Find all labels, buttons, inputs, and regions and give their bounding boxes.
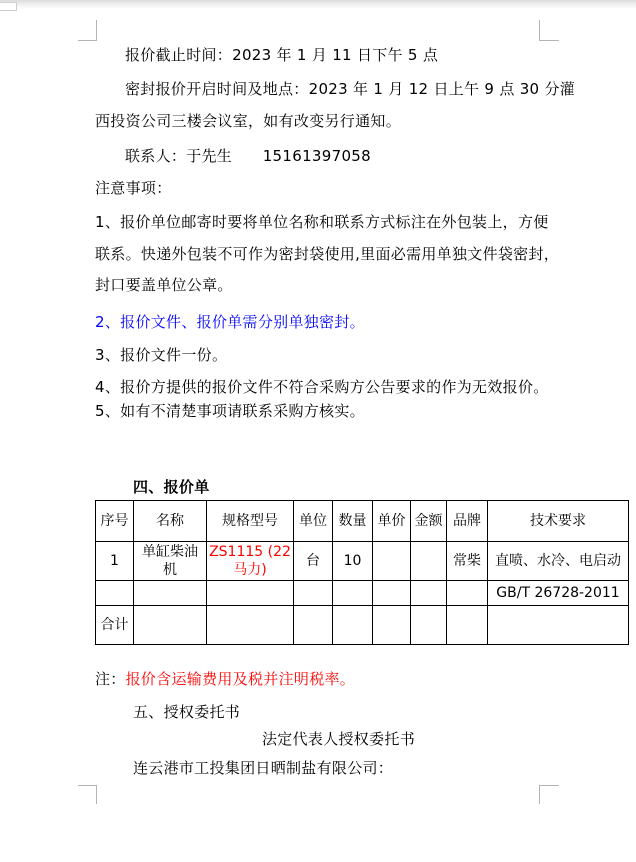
line-opening-1: 密封报价开启时间及地点：2023 年 1 月 12 日上午 9 点 30 分灌 xyxy=(125,80,576,98)
section4-title: 四、报价单 xyxy=(133,478,210,496)
cell-brand: 常柴 xyxy=(447,542,488,581)
line-note1-1: 1、报价单位邮寄时要将单位名称和联系方式标注在外包装上，方便 xyxy=(95,213,549,231)
cell-price xyxy=(373,606,411,645)
quote-table-header-row xyxy=(96,501,629,542)
col-header-index: 序号 xyxy=(96,501,134,542)
cell-brand xyxy=(447,581,488,606)
line-note4: 4、报价方提供的报价文件不符合采购方公告要求的作为无效报价。 xyxy=(95,378,549,396)
cell-name: 单缸柴油机 xyxy=(134,542,207,581)
table-row xyxy=(96,581,629,606)
footnote-red-text: 报价含运输费用及税并注明税率。 xyxy=(125,670,356,688)
line-footnote xyxy=(95,671,355,688)
cell-price xyxy=(373,542,411,581)
line-note1-2: 联系。快递外包装不可作为密封袋使用,里面必需用单独文件袋密封， xyxy=(95,245,560,263)
line-note3: 3、报价文件一份。 xyxy=(95,346,228,364)
line-company: 连云港市工投集团日晒制盐有限公司： xyxy=(133,759,394,777)
cell-tech: 直喷、水冷、电启动 xyxy=(488,542,629,581)
page-top-edge xyxy=(0,0,636,9)
cell-amount xyxy=(411,542,447,581)
cell-name xyxy=(134,581,207,606)
footnote-prefix: 注： xyxy=(95,670,126,688)
line-note1-3: 封口要盖单位公章。 xyxy=(95,276,233,294)
cell-qty xyxy=(333,581,373,606)
col-header-unit: 单位 xyxy=(294,501,333,542)
col-header-brand: 品牌 xyxy=(447,501,488,542)
quote-table xyxy=(95,500,629,645)
col-header-spec: 规格型号 xyxy=(207,501,294,542)
cell-qty xyxy=(333,606,373,645)
col-header-name: 名称 xyxy=(134,501,207,542)
poa-title: 法定代表人授权委托书 xyxy=(262,730,416,748)
col-header-price: 单价 xyxy=(373,501,411,542)
line-note2: 2、报价文件、报价单需分别单独密封。 xyxy=(95,313,365,331)
margin-mark-bottom-left xyxy=(78,785,97,804)
line-contact: 联系人：于先生 15161397058 xyxy=(125,147,371,165)
margin-mark-bottom-right xyxy=(539,785,559,804)
page-edge-fragment xyxy=(0,2,17,11)
cell-index: 1 xyxy=(96,542,134,581)
cell-tech-standard: GB/T 26728-2011 xyxy=(488,581,629,606)
line-note5: 5、如有不清楚事项请联系采购方核实。 xyxy=(95,402,365,420)
cell-spec xyxy=(207,606,294,645)
line-opening-2: 西投资公司三楼会议室，如有改变另行通知。 xyxy=(95,112,402,130)
table-row xyxy=(96,606,629,645)
margin-mark-top-right xyxy=(539,20,559,41)
cell-brand xyxy=(447,606,488,645)
cell-total-label: 合计 xyxy=(96,606,134,645)
cell-index xyxy=(96,581,134,606)
cell-spec: ZS1115 (22 马力) xyxy=(207,542,294,581)
col-header-tech: 技术要求 xyxy=(488,501,629,542)
cell-tech xyxy=(488,606,629,645)
cell-amount xyxy=(411,606,447,645)
cell-amount xyxy=(411,581,447,606)
cell-qty: 10 xyxy=(333,542,373,581)
cell-unit: 台 xyxy=(294,542,333,581)
table-row xyxy=(96,542,629,581)
cell-spec xyxy=(207,581,294,606)
col-header-amount: 金额 xyxy=(411,501,447,542)
cell-unit xyxy=(294,581,333,606)
cell-price xyxy=(373,581,411,606)
line-notes-title: 注意事项： xyxy=(95,179,172,197)
col-header-qty: 数量 xyxy=(333,501,373,542)
line-deadline: 报价截止时间：2023 年 1 月 11 日下午 5 点 xyxy=(125,46,439,64)
cell-unit xyxy=(294,606,333,645)
margin-mark-top-left xyxy=(78,20,97,41)
section5-title: 五、授权委托书 xyxy=(133,703,241,721)
cell-name xyxy=(134,606,207,645)
